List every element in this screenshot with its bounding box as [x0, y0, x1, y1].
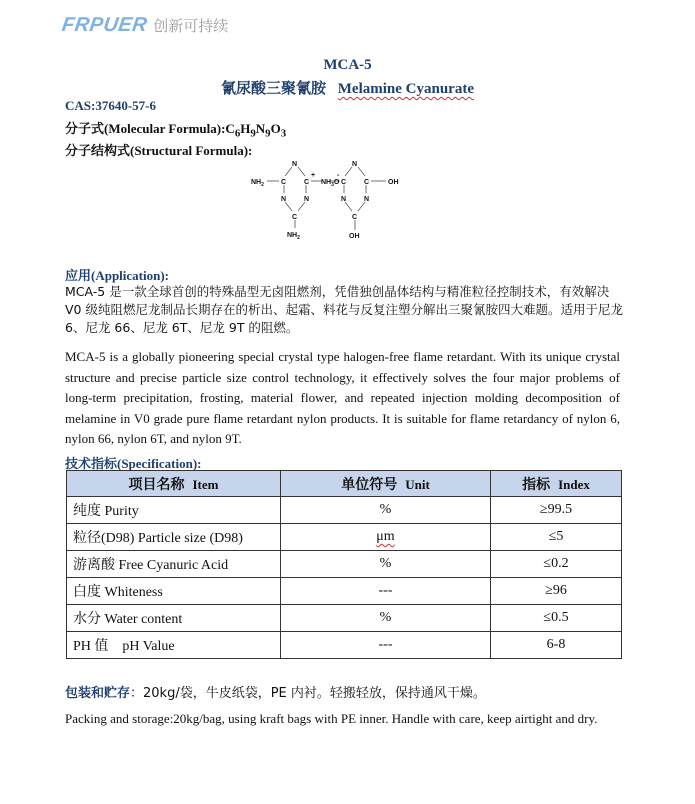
- structural-formula-label: 分子结构式(Structural Formula):: [65, 143, 253, 158]
- table-row: [67, 605, 622, 632]
- atom-nh2: $NH_2$: [251, 179, 264, 188]
- cell-unit: %: [281, 551, 491, 578]
- charge-plus: +: [311, 172, 316, 179]
- cell-index: ≤0.2: [491, 551, 622, 578]
- cell-item: 粒径(D98) Particle size (D98): [67, 524, 281, 551]
- cell-unit: μm: [281, 524, 491, 551]
- cell-item: 白度 Whiteness: [67, 578, 281, 605]
- packing-cn: [65, 682, 486, 701]
- cell-item: PH 值 pH Value: [67, 632, 281, 659]
- atom-n: N: [304, 196, 310, 203]
- table-header-row: [67, 471, 622, 497]
- cell-item: 游离酸 Free Cyanuric Acid: [67, 551, 281, 578]
- header-index: 指标 Index: [491, 471, 622, 497]
- table-row: [67, 578, 622, 605]
- atom-n: N: [341, 196, 347, 203]
- cell-unit: ---: [281, 578, 491, 605]
- product-name-en: Melamine Cyanurate: [337, 81, 474, 97]
- atom-nh3o: $NH_3O$: [321, 179, 340, 188]
- atom-c: C: [352, 214, 358, 221]
- atom-oh: OH: [349, 233, 360, 240]
- cell-item: 水分 Water content: [67, 605, 281, 632]
- application-text-en: MCA-5 is a globally pioneering special crystal type halogen-free flame retardant. With its unique crystal structure and precise particle size control technology, it effectively solves the four major problems of long-term precipitation, frosting, material flower, and repeated injection molding decomposition of melamine in V0 grade pure flame retardant nylon products. It is suitable for flame retardancy of nylon 6, nylon 66, nylon 6T, and nylon 9T.: [65, 349, 620, 446]
- table-row: [67, 524, 622, 551]
- atom-c: C: [281, 179, 287, 186]
- table-row: [67, 632, 622, 659]
- product-name-cn: 氰尿酸三聚氰胺: [221, 81, 327, 97]
- atom-n: N: [364, 196, 370, 203]
- cell-unit: %: [281, 497, 491, 524]
- molecular-formula-label: 分子式(Molecular Formula):: [65, 121, 226, 136]
- table-row: [67, 551, 622, 578]
- cas-number: CAS:37640-57-6: [65, 98, 156, 113]
- atom-n: N: [352, 161, 358, 168]
- header-unit: 单位符号 Unit: [281, 471, 491, 497]
- application-text-cn: MCA-5 是一款全球首创的特殊晶型无卤阻燃剂，凭借独创晶体结构与精准粒径控制技术，有效解决 V0 级纯阻燃尼龙制品长期存在的析出、起霜、料花与反复注塑分解出三聚氰胺四大难题。适用于尼龙 6、尼龙 66、尼龙 6T、尼龙 9T 的阻燃。: [65, 284, 623, 335]
- atom-c: C: [292, 214, 298, 221]
- atom-c: C: [364, 179, 370, 186]
- cell-unit: %: [281, 605, 491, 632]
- atom-n: N: [281, 196, 287, 203]
- product-name: [0, 77, 695, 98]
- product-code: MCA-5: [323, 57, 372, 73]
- specification-table: [66, 470, 622, 659]
- molecular-formula: [65, 118, 286, 140]
- application-title: 应用(Application):: [65, 268, 170, 283]
- cell-index: ≥96: [491, 578, 622, 605]
- packing-label-cn: 包装和贮存: [65, 685, 131, 700]
- brand-header: [62, 14, 228, 37]
- cell-index: 6-8: [491, 632, 622, 659]
- cell-index: ≤0.5: [491, 605, 622, 632]
- packing-text-cn: ：20kg/袋，牛皮纸袋，PE 内衬。轻搬轻放，保持通风干燥。: [130, 686, 486, 701]
- atom-oh: OH: [388, 179, 399, 186]
- brand-logo: FRPUER: [60, 14, 149, 36]
- atom-c: C: [341, 179, 347, 186]
- atom-nh2: $NH_2$: [287, 232, 300, 241]
- cell-index: ≥99.5: [491, 497, 622, 524]
- cell-item: 纯度 Purity: [67, 497, 281, 524]
- atom-n: N: [292, 161, 298, 168]
- header-item: 项目名称 Item: [67, 471, 281, 497]
- cell-unit: ---: [281, 632, 491, 659]
- cell-index: ≤5: [491, 524, 622, 551]
- molecular-formula-value: $C_6H_9N_9O_3$: [225, 121, 287, 140]
- charge-minus: -: [337, 172, 340, 179]
- table-row: [67, 497, 622, 524]
- packing-text-en: Packing and storage:20kg/bag, using kraft bags with PE inner. Handle with care, keep airtight and dry.: [65, 711, 598, 726]
- brand-tagline: 创新可持续: [153, 17, 229, 35]
- specification-title: 技术指标(Specification):: [65, 456, 202, 471]
- atom-c: C: [304, 179, 310, 186]
- structural-formula-diagram: [245, 158, 440, 258]
- melamine-cyanurate-structure: [245, 158, 440, 258]
